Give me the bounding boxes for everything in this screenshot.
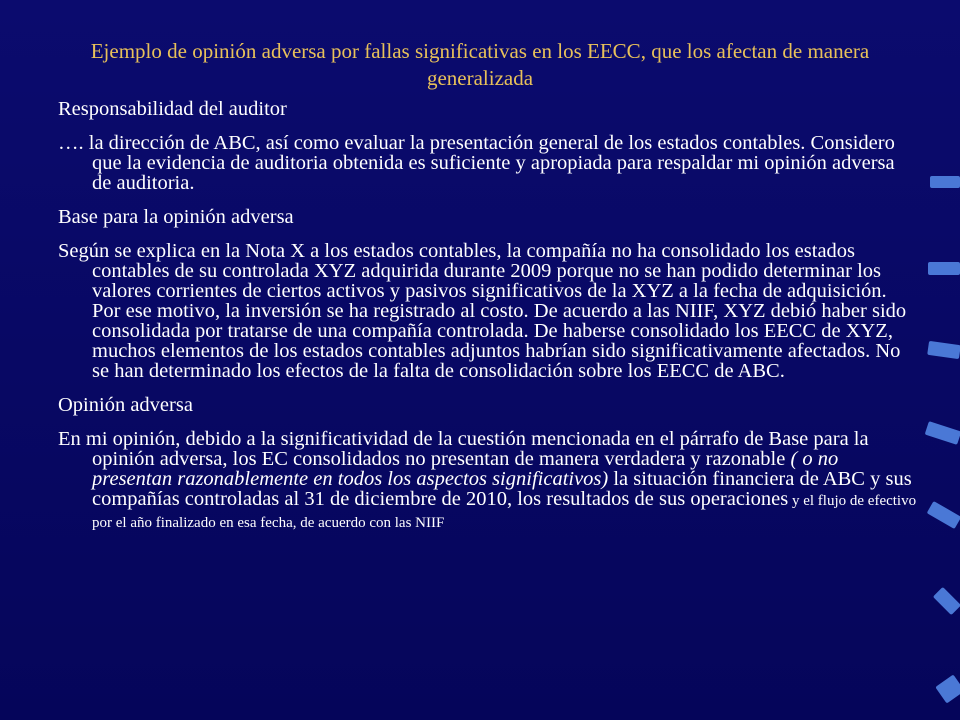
decoration-mark-7	[935, 674, 960, 703]
opinion-text-part-1: En mi opinión, debido a la significatividad de la cuestión mencionada en el párrafo de Base para la opinión adversa, los EC consolidados no presentan de manera verdadera y razonable	[58, 428, 869, 470]
slide-body	[58, 99, 918, 547]
decoration-mark-1	[930, 176, 960, 188]
opinion-text-italic: ( o no presentan razonablemente en todos los aspectos significativos)	[92, 448, 839, 490]
decoration-mark-5	[927, 501, 960, 529]
base-paragraph: Según se explica en la Nota X a los estados contables, la compañía no ha consolidado los estados contables de su controlada XYZ adquirida durante 2009 porque no se han podido determinar los valores corrientes de ciertos activos y pasivos significativos de la XYZ a la fecha de adquisición. Por ese motivo, la inversión se ha registrado al costo. De acuerdo a las NIIF, XYZ debió haber sido consolidada por tratarse de una compañía controlada. De haberse consolidado los EECC de XYZ, muchos elementos de los estados contables adjuntos habrían sido significativamente afectados. No se han determinado los efectos de la falta de consolidación sobre los EECC de ABC.	[58, 240, 907, 382]
opinion-text-small: y el flujo de efectivo por el año finalizado en esa fecha, de acuerdo con las NIIF	[92, 493, 917, 531]
decoration-mark-4	[925, 421, 960, 445]
opinion-heading: Opinión adversa	[58, 394, 193, 416]
base-heading: Base para la opinión adversa	[58, 206, 294, 228]
slide-title: Ejemplo de opinión adversa por fallas significativas en los EECC, que los afectan de manera generalizada	[90, 39, 870, 90]
decoration-mark-3	[927, 341, 960, 359]
decoration-mark-6	[933, 587, 960, 615]
opinion-paragraph	[58, 429, 918, 533]
responsabilidad-paragraph: …. la dirección de ABC, así como evaluar la presentación general de los estados contables. Considero que la evidencia de auditoria obtenida es suficiente y apropiada para respaldar mi opinión adversa de auditoria.	[58, 132, 895, 194]
opinion-text-part-2: la situación financiera de ABC y sus compañías controladas al 31 de diciembre de 2010, los resultados de sus operaciones	[92, 468, 912, 510]
responsabilidad-heading: Responsabilidad del auditor	[58, 98, 287, 120]
decoration-mark-2	[928, 262, 960, 275]
